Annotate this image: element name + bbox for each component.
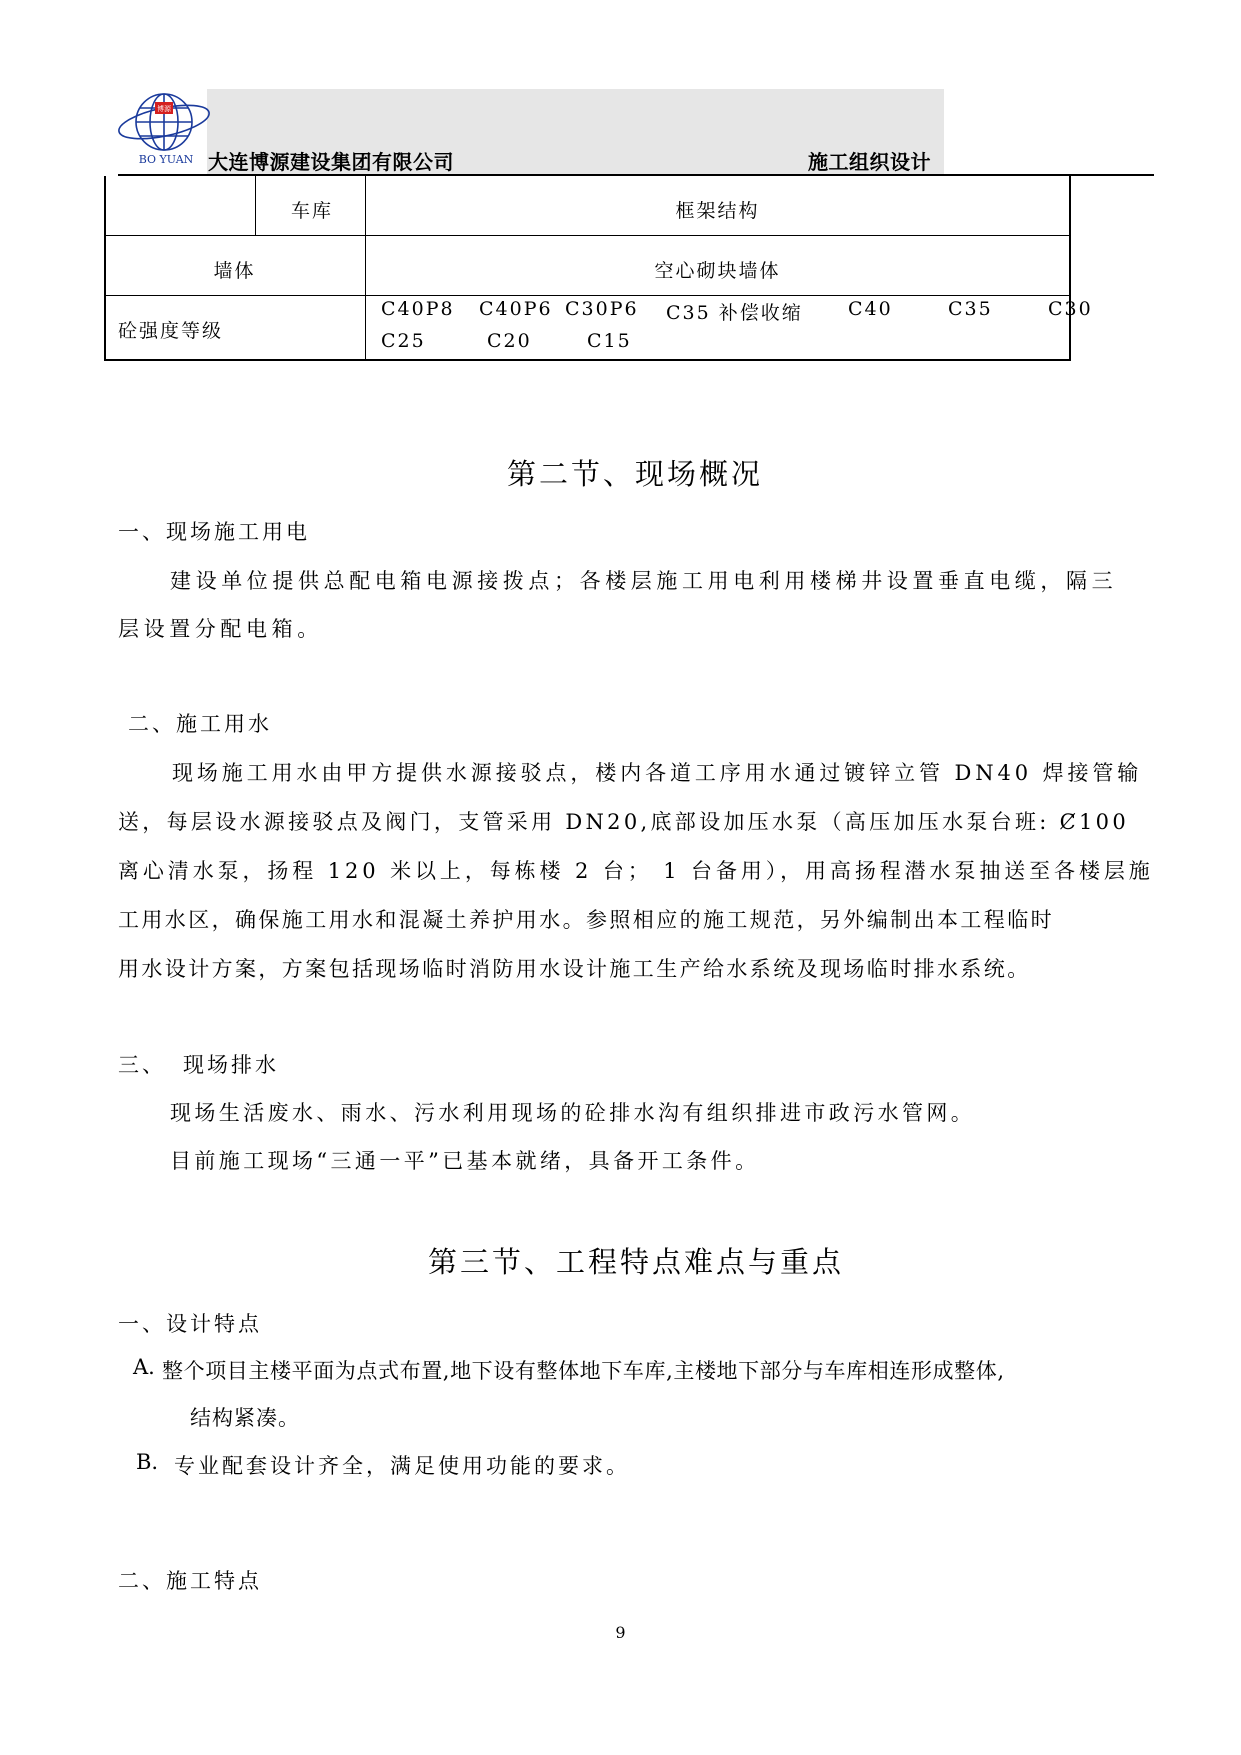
paragraph-line: 离心清水泵，扬程 120 米以上，每栋楼 2 台； 1 台备用），用高扬程潜水泵抽送至各楼层施 — [118, 859, 1154, 883]
grade-value: C40P6 — [479, 298, 553, 320]
company-name: 大连博源建设集团有限公司 — [208, 150, 454, 174]
grade-value: C40 — [848, 298, 893, 320]
paragraph-line: 现场生活废水、雨水、污水利用现场的砼排水沟有组织排进市政污水管网。 — [170, 1101, 976, 1125]
grade-value: C35 — [948, 298, 993, 320]
paragraph-line: 目前施工现场“三通一平”已基本就绪，具备开工条件。 — [170, 1149, 760, 1173]
table-row-label-grade: 砼强度等级 — [118, 320, 224, 342]
page-number: 9 — [615, 1623, 626, 1642]
grade-value: C40P8 — [381, 298, 455, 320]
subsection-heading: 二、施工特点 — [118, 1569, 262, 1593]
list-item-text: 专业配套设计齐全，满足使用功能的要求。 — [174, 1454, 630, 1478]
company-logo — [118, 90, 214, 166]
subsection-heading-number: 三、 — [118, 1053, 166, 1077]
subsection-heading: 二、施工用水 — [128, 712, 272, 736]
logo-text: BO YUAN — [138, 153, 194, 166]
subsection-heading: 现场排水 — [183, 1053, 279, 1077]
list-item-label: B. — [136, 1450, 159, 1474]
document-type: 施工组织设计 — [808, 150, 931, 174]
grade-value: C20 — [487, 330, 532, 352]
grade-value: C25 — [381, 330, 426, 352]
grade-value: C30 — [1048, 298, 1093, 320]
paragraph-line: 工用水区，确保施工用水和混凝土养护用水。参照相应的施工规范，另外编制出本工程临时 — [118, 908, 1054, 932]
logo-seal-text: 博源 — [157, 105, 171, 113]
table-row-value-wall: 空心砌块墙体 — [654, 260, 781, 282]
list-item-label: A. — [133, 1355, 155, 1379]
paragraph-line: 层设置分配电箱。 — [118, 617, 323, 641]
table-row-label-garage: 车库 — [291, 200, 334, 222]
concrete-spec-table — [104, 176, 1093, 360]
paragraph-line: 建设单位提供总配电箱电源接拨点；各楼层施工用电利用楼梯井设置垂直电缆，隔三 — [170, 569, 1118, 593]
paragraph-line: 现场施工用水由甲方提供水源接驳点，楼内各道工序用水通过镀锌立管 DN40 焊接管输 — [172, 761, 1143, 785]
list-item-text: 整个项目主楼平面为点式布置,地下设有整体地下车库,主楼地下部分与车库相连形成整体, — [162, 1359, 1005, 1383]
list-item-text: 结构紧凑。 — [190, 1406, 300, 1430]
grade-line-1 — [374, 298, 1093, 328]
grade-value: C35 补偿收缩 — [666, 302, 803, 324]
paragraph-line: 用水设计方案，方案包括现场临时消防用水设计施工生产给水系统及现场临时排水系统。 — [118, 957, 1031, 981]
grade-value: C30P6 — [565, 298, 639, 320]
subsection-heading: 一、设计特点 — [118, 1312, 262, 1336]
subsection-heading: 一、现场施工用电 — [118, 520, 310, 544]
section-title: 第三节、工程特点难点与重点 — [428, 1245, 845, 1279]
table-row-value-garage: 框架结构 — [675, 200, 760, 222]
paragraph-line: 送，每层设水源接驳点及阀门，支管采用 DN20,底部设加压水泵（高压加压水泵台班: Ȼ100 — [118, 810, 1129, 834]
section-title: 第二节、现场概况 — [507, 457, 764, 491]
table-row-label-wall: 墙体 — [213, 260, 256, 282]
grade-value: C15 — [587, 330, 632, 352]
